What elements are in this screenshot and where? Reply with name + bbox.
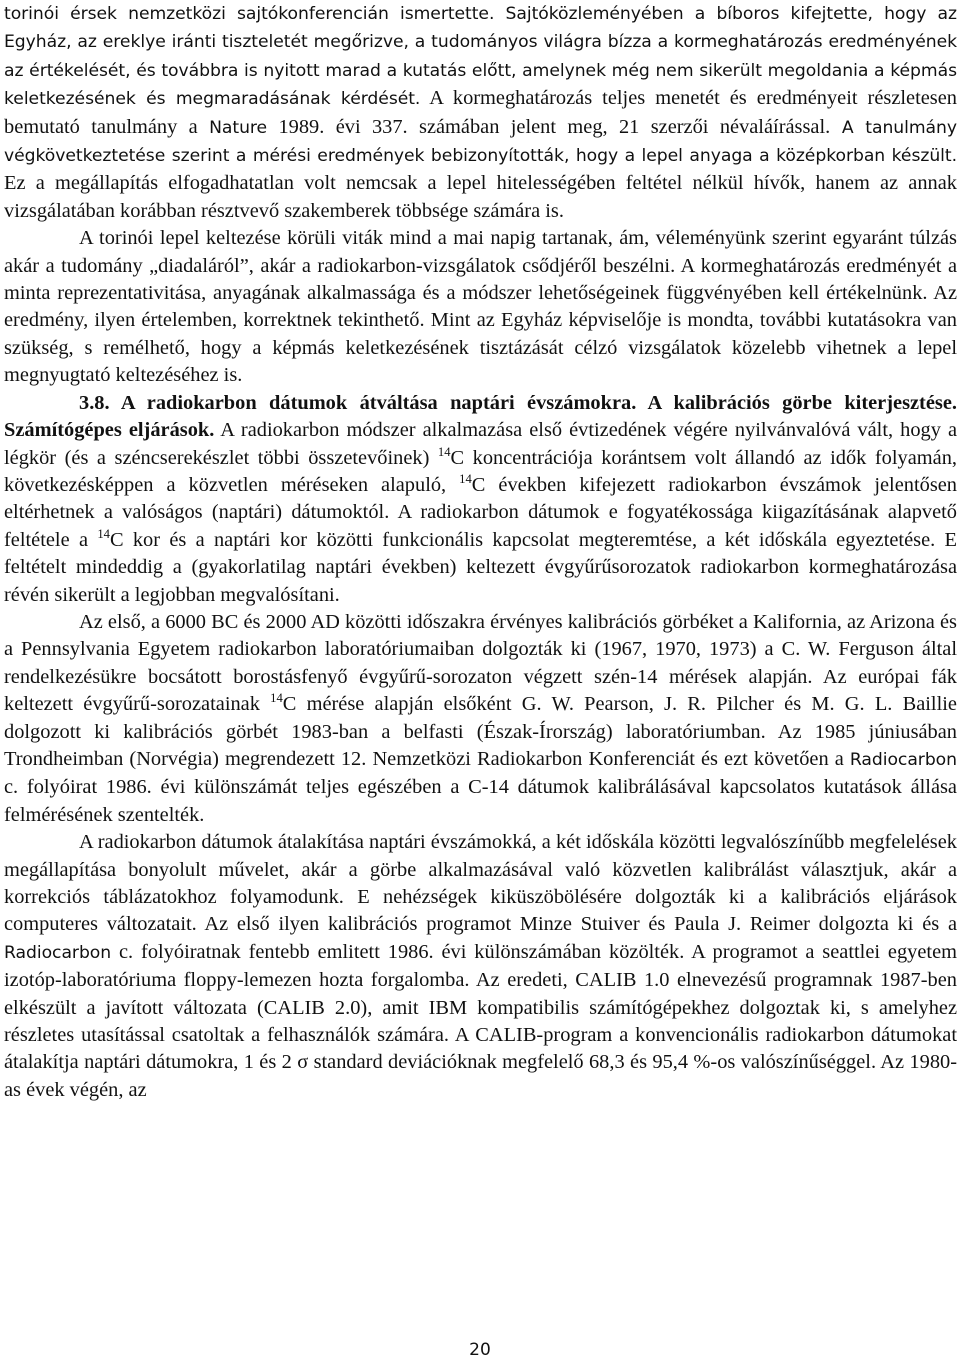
paragraph-text: Ez a megállapítás elfogadhatatlan volt nemcsak a lepel hitelességében feltétel nélkül hívők, hanem az annak vizsgálatában korábban résztvevő szakemberek többsége számára is. bbox=[4, 172, 957, 222]
paragraph-text: C években kifejezett radiokarbon évszámok jelentősen eltérhetnek a valóságos (naptári) dátumoktól. A radiokarbon dátumok e fogyatékossága kiigazításának alapvető feltétele a bbox=[4, 473, 957, 551]
paragraph-text: A kormeghatározás teljes menetét és eredményeit részletesen bemutató tanulmány a bbox=[4, 87, 957, 138]
section-paragraph bbox=[4, 390, 957, 609]
journal-name: Radiocarbon bbox=[4, 942, 112, 963]
superscript: 14 bbox=[437, 444, 451, 459]
superscript: 14 bbox=[97, 526, 110, 541]
paragraph-text: C koncentrációja korántsem volt állandó az idők folyamán, következésképpen a közvetlen méréseken alapuló, bbox=[4, 446, 957, 496]
paragraph bbox=[4, 609, 957, 829]
paragraph-text: C mérése alapján elsőként G. W. Pearson, J. R. Pilcher és M. G. L. Baillie dolgozott ki kalibrációs görbét 1983-ban a belfasti (Észak-Írország) laboratóriumban. Az 1985 júniusában Trondheimban (Norvégia) megrendezett 12. Nemzetközi Radiokarbon Konferenciát és ezt követően a bbox=[4, 693, 957, 770]
paragraph-text: C kor és a naptári kor közötti funkcionális kapcsolat megteremtése, a két időskála egyeztetése. E feltételt mindeddig a (gyakorlatilag naptári években) keltezett évgyűrűsorozatok radiokarbon kormeghatározása révén sikerült a legjobban megvalósítani. bbox=[4, 528, 957, 606]
document-page bbox=[4, 0, 957, 1104]
paragraph-text: A radiokarbon dátumok átalakítása naptári évszámokká, a két időskála közötti legvalószínűbb megfelelések megállapítása bonyolult művelet, akár a görbe alkalmazásával való közvetlen kalibrálást választjuk, akár a korrekciós táblázatokhoz folyamodunk. E nehézségek kiküszöbölésére dolgozták ki a kalibrációs eljárások computeres változatait. Az első ilyen kalibrációs programot Minze Stuiver és Paula J. Reimer dolgozta ki és a bbox=[4, 831, 957, 936]
paragraph-text: Az első, a 6000 BC és 2000 AD közötti időszakra érvényes kalibrációs görbéket a Kalifornia, az Arizona és a Pennsylvania Egyetem radiokarbon laboratóriumaiban dolgozták ki (1967, 1970, 1973) a C. W. Ferguson által rendelkezésükre bocsátott borostásfenyő évgyűrű-sorozaton végzett szén-14 mérések alapján. Az európai fák keltezett évgyűrű-sorozatainak bbox=[4, 610, 957, 716]
paragraph: A torinói lepel keltezése körüli viták mind a mai napig tartanak, ám, véleményünk szerint egyaránt túlzás akár a tudomány „diadaláról”, akár a radiokarbon-vizsgálatok csődjéről beszélni. A kormeghatározás eredményét a minta reprezentativitása, anyagának alkalmassága és a módszer lehetőségeinek függvényében kell értékelnünk. Az eredmény, ilyen értelemben, korrektnek tekinthető. Mint az Egyház képviselője is mondta, további kutatásokra van szükség, s remélhető, hogy a képmás keletkezésének tisztázását célzó vizsgálatok közelebb vihetnek a lepel megnyugtató keltezéséhez is. bbox=[4, 227, 957, 387]
paragraph-text: torinói érsek nemzetközi sajtókonferencián ismertette. Sajtóközleményében a bíboros kifejtette, hogy az Egyház, az ereklye iránti tiszteletét megőrizve, a tudományos világra bízza a kormeghatározás eredményének az értékelését, és továbbra is nyitott marad a kutatás előtt, amelynek még nem sikerült megoldania a képmás keletkezésének és megmaradásának kérdését. bbox=[4, 4, 957, 110]
section-heading: 3.8. A radiokarbon dátumok átváltása naptári évszámokra. A kalibrációs görbe kiterjesztése. Számítógépes eljárások. bbox=[4, 391, 957, 442]
superscript: 14 bbox=[270, 691, 283, 706]
page-number: 20 bbox=[469, 1340, 491, 1360]
paragraph-text: A tanulmány végkövetkeztetése szerint a mérési eredmények bebizonyították, hogy a lepel anyaga a középkorban készült. bbox=[4, 117, 958, 167]
paragraph bbox=[4, 0, 957, 225]
paragraph bbox=[4, 829, 957, 1104]
paragraph-text: 1989. évi 337. számában jelent meg, 21 szerzői névaláírással. bbox=[267, 115, 831, 138]
superscript: 14 bbox=[459, 472, 472, 487]
paragraph-text: c. folyóirat 1986. évi különszámát teljes egészében a C-14 dátumok kalibrálásával kapcsolatos kutatások állása felmérésének szentelték. bbox=[4, 776, 957, 826]
journal-name: Nature bbox=[209, 117, 268, 138]
journal-name: Radiocarbon bbox=[849, 749, 957, 770]
paragraph-text: A radiokarbon módszer alkalmazása első évtizedének végére nyilvánvalóvá vált, hogy a légkör (és a széncserekészlet többi összetevőinek) bbox=[4, 419, 957, 469]
paragraph-text: c. folyóiratnak fentebb emlitett 1986. évi különszámában közölték. A programot a seattlei egyetem izotóp-laboratóriuma floppy-lemezen hozta forgalomba. Az eredeti, CALIB 1.0 elnevezésű programnak 1987-ben elkészült a javított változata (CALIB 2.0), amit IBM kompatibilis számítógépekhez dolgoztak ki, s amelyhez részletes utasítással csatoltak a felhasználók számára. A CALIB-program a konvencionális radiokarbon dátumokat átalakítja naptári dátumokra, 1 és 2 σ standard deviációknak megfelelő 68,3 és 95,4 %-os valószínűséggel. Az 1980-as évek végén, az bbox=[4, 940, 957, 1101]
